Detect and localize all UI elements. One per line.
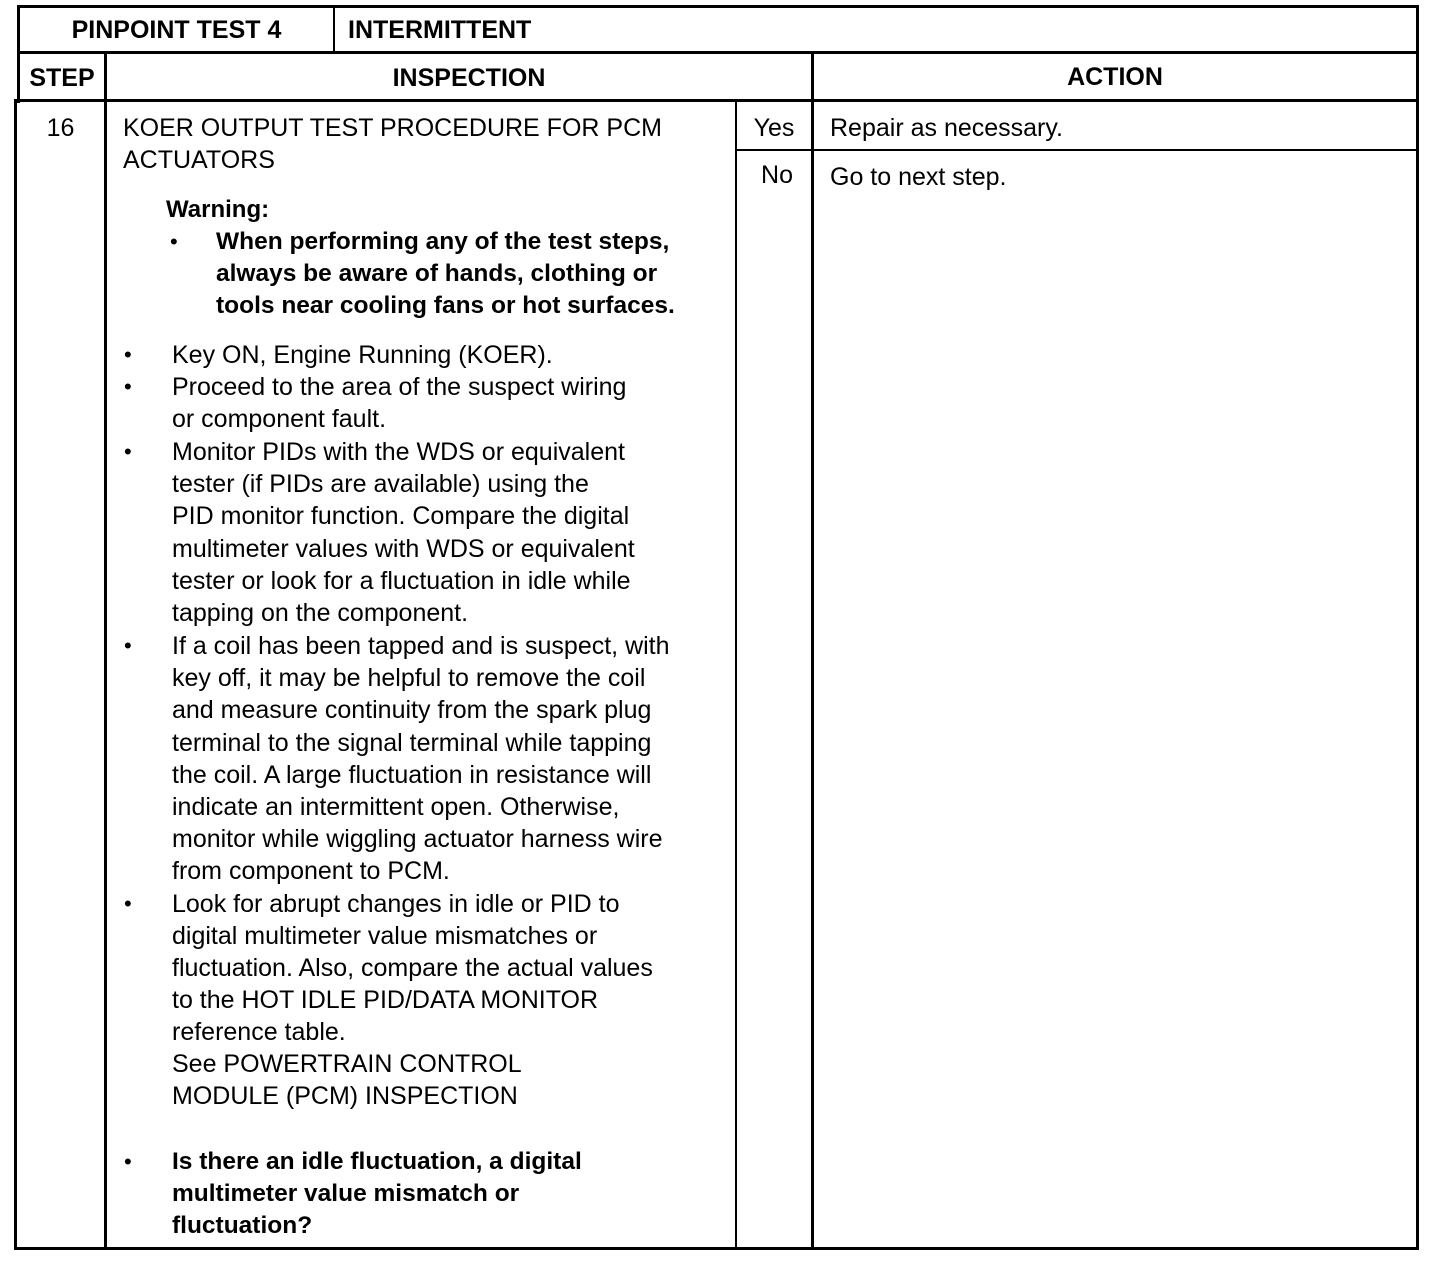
inspection-line: monitor while wiggling actuator harness wire: [172, 825, 663, 853]
table-rule: [811, 51, 814, 1250]
column-header-inspection: INSPECTION: [392, 64, 546, 92]
inspection-title-line: KOER OUTPUT TEST PROCEDURE FOR PCM: [123, 114, 662, 142]
inspection-line: If a coil has been tapped and is suspect, with: [172, 632, 670, 660]
warning-label: Warning:: [166, 196, 270, 223]
warning-bullet: •: [170, 229, 178, 254]
inspection-line: from component to PCM.: [172, 857, 450, 885]
table-rule: [17, 99, 1419, 102]
inspection-line: to the HOT IDLE PID/DATA MONITOR: [172, 986, 599, 1014]
inspection-line: the coil. A large fluctuation in resistance will: [172, 761, 652, 789]
inspection-line: reference table.: [172, 1018, 346, 1046]
inspection-line: tester (if PIDs are available) using the: [172, 470, 589, 498]
inspection-line: multimeter values with WDS or equivalent: [172, 535, 635, 563]
table-rule: [17, 51, 1419, 54]
inspection-title-line: ACTUATORS: [123, 146, 275, 174]
inspection-line: digital multimeter value mismatches or: [172, 922, 598, 950]
yes-label: Yes: [753, 114, 795, 142]
no-action: Go to next step.: [830, 163, 1007, 191]
table-border-bottom: [14, 1247, 1417, 1250]
inspection-line: Proceed to the area of the suspect wiring: [172, 373, 627, 401]
inspection-line: Monitor PIDs with the WDS or equivalent: [172, 438, 625, 466]
column-header-step: STEP: [29, 64, 95, 92]
question-line: Is there an idle fluctuation, a digital: [172, 1148, 582, 1175]
inspection-bullet: •: [124, 439, 132, 464]
column-header-action: ACTION: [1067, 63, 1163, 91]
step-number: 16: [46, 114, 75, 142]
table-border-top: [17, 5, 1419, 8]
inspection-line: terminal to the signal terminal while tapping: [172, 729, 652, 757]
question-line: multimeter value mismatch or: [172, 1180, 520, 1207]
yes-action: Repair as necessary.: [830, 114, 1063, 142]
inspection-line: PID monitor function. Compare the digital: [172, 502, 630, 530]
question-bullet: •: [124, 1149, 132, 1174]
test-name: INTERMITTENT: [348, 16, 532, 44]
warning-line: When performing any of the test steps,: [216, 228, 670, 255]
no-label: No: [761, 161, 793, 189]
inspection-line: indicate an intermittent open. Otherwise,: [172, 793, 620, 821]
inspection-line: Key ON, Engine Running (KOER).: [172, 341, 553, 369]
inspection-line: See POWERTRAIN CONTROL: [172, 1050, 522, 1078]
table-rule: [736, 149, 1419, 151]
table-border-right: [1416, 5, 1419, 1250]
inspection-line: or component fault.: [172, 405, 387, 433]
question-line: fluctuation?: [172, 1212, 313, 1239]
warning-line: always be aware of hands, clothing or: [216, 260, 658, 287]
inspection-line: tester or look for a fluctuation in idle while: [172, 567, 631, 595]
inspection-bullet: •: [124, 342, 132, 367]
table-border-left: [14, 99, 17, 1250]
table-rule: [333, 5, 335, 53]
inspection-bullet: •: [124, 633, 132, 658]
table-rule: [104, 51, 107, 1250]
test-label: PINPOINT TEST 4: [71, 16, 282, 44]
inspection-line: fluctuation. Also, compare the actual values: [172, 954, 653, 982]
warning-line: tools near cooling fans or hot surfaces.: [216, 292, 675, 319]
inspection-line: key off, it may be helpful to remove the coil: [172, 664, 646, 692]
inspection-line: and measure continuity from the spark plug: [172, 696, 652, 724]
inspection-line: Look for abrupt changes in idle or PID to: [172, 890, 620, 918]
inspection-bullet: •: [124, 891, 132, 916]
inspection-line: tapping on the component.: [172, 599, 469, 627]
inspection-line: MODULE (PCM) INSPECTION: [172, 1082, 518, 1110]
inspection-bullet: •: [124, 374, 132, 399]
table-rule: [735, 99, 737, 1250]
